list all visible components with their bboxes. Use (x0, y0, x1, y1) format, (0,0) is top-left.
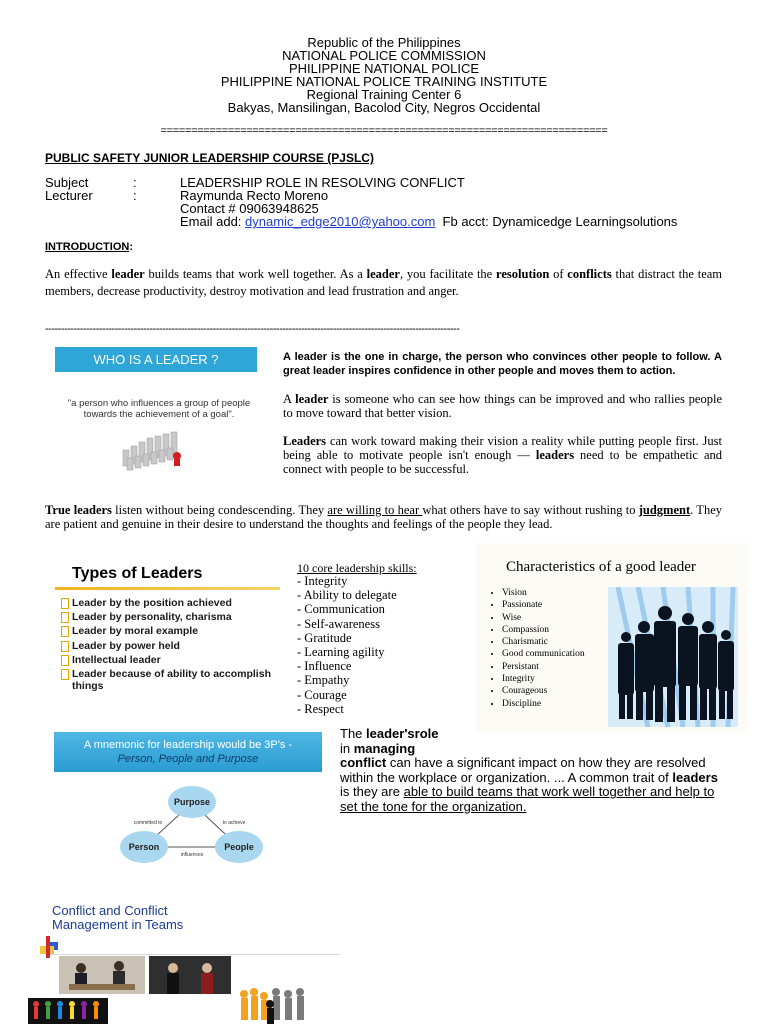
characteristic-item: • Persistant (502, 661, 585, 673)
characteristic-item: • Charismatic (502, 636, 585, 648)
skill-item: - Influence (297, 659, 352, 674)
bullet-box-icon (61, 626, 69, 637)
def-bold-leader: leader (295, 392, 329, 406)
role-underline: able to build teams that work well together and help to set the tone for the organization. (340, 784, 715, 814)
colorful-people-icons (28, 998, 108, 1024)
purpose-label: Purpose (173, 797, 211, 807)
intro-bold-leader: leader (111, 267, 145, 281)
characteristics-image (476, 543, 748, 733)
intro-heading-colon: : (129, 241, 133, 253)
role-bold-leaders: leaders (672, 769, 718, 785)
influences-label: influences (180, 852, 204, 858)
conflict-management-image (28, 890, 318, 1024)
types-list-item (61, 611, 286, 623)
bullet-box-icon (61, 655, 69, 666)
intro-heading (45, 241, 133, 253)
skill-item: - Integrity (297, 574, 348, 588)
role-text: in (340, 740, 354, 756)
skills-list (297, 574, 397, 716)
skill-item: - Empathy (297, 673, 350, 688)
judgment-underline: judgment (638, 503, 691, 517)
business-people-silhouette (608, 587, 738, 727)
contact-value: Contact # 09063948625 (180, 201, 319, 216)
characteristic-item: • Discipline (502, 698, 585, 710)
bullet-box-icon (61, 669, 69, 680)
intro-text: , you facilitate the (399, 267, 497, 281)
def-bold-leaders: leaders (535, 448, 575, 462)
intro-text: of (549, 267, 568, 281)
true-leaders-text: listen without being condescending. They (111, 503, 328, 517)
types-list (61, 597, 286, 694)
mnemonic-banner (54, 732, 322, 772)
skill-item: - Courage (297, 687, 347, 702)
characteristic-item: • Wise (502, 612, 585, 624)
3ps-triangle-diagram (104, 780, 284, 880)
role-text: can have a significant impact on how they are resolved within the workplace or organization. ... A common trait of (340, 755, 706, 785)
role-text: is they are (340, 784, 404, 800)
conflict-title (52, 904, 183, 932)
types-list-label: Intellectual leader (72, 653, 161, 666)
lecturer-value: Raymunda Recto Moreno (180, 188, 329, 203)
who-is-leader-banner: WHO IS A LEADER ? (55, 347, 257, 372)
intro-text: An effective (45, 267, 112, 281)
role-text: The (340, 726, 367, 741)
header-line-rtc: Regional Training Center 6 (306, 87, 462, 102)
header-line-pnpti: PHILIPPINE NATIONAL POLICE TRAINING INSTITUTE (220, 74, 548, 89)
conflict-rule (50, 954, 340, 955)
email-line (180, 215, 677, 228)
true-leaders-paragraph (45, 503, 722, 531)
subject-value: LEADERSHIP ROLE IN RESOLVING CONFLICT (180, 175, 465, 190)
committed-label: committed to (133, 820, 163, 826)
intro-bold-conflicts: conflicts (567, 267, 612, 281)
conflict-photo-1 (59, 956, 145, 994)
types-list-label: Leader because of ability to accomplish things (72, 667, 271, 692)
who-is-leader-image (45, 344, 260, 474)
mnemonic-line2: Person, People and Purpose (117, 753, 259, 765)
characteristic-item: • Integrity (502, 673, 585, 685)
types-list-item (61, 597, 286, 609)
skill-item: - Self-awareness (297, 616, 380, 631)
characteristics-list (476, 587, 585, 710)
intro-paragraph (45, 266, 722, 299)
email-label: Email add: (180, 214, 242, 229)
def-bold-leaders: Leaders (283, 434, 327, 448)
def-text: A (283, 392, 296, 406)
conflict-photo-2 (149, 956, 231, 994)
types-title: Types of Leaders (72, 565, 203, 582)
types-underline-bar (55, 587, 280, 590)
leader-definition-2 (283, 392, 722, 420)
skill-item: - Ability to delegate (297, 588, 397, 603)
types-list-label: Leader by moral example (72, 625, 199, 638)
characteristic-item: • Vision (502, 587, 585, 599)
bullet-box-icon (61, 641, 69, 652)
def-text: can work toward making their vision a reality while putting people first. Just being able to motivate people isn't enough — (283, 434, 722, 462)
characteristic-item: • Good communication (502, 648, 585, 660)
bullet-box-icon (61, 598, 69, 609)
types-list-label: Leader by personality, charisma (72, 611, 232, 624)
people-label: People (224, 842, 254, 852)
skill-item: - Communication (297, 602, 385, 617)
types-list-label: Leader by the position achieved (72, 597, 232, 609)
characteristic-item: • Passionate (502, 599, 585, 611)
skill-item: - Learning agility (297, 645, 385, 660)
true-leaders-text: . They are patient and genuine in their desire to understand the thoughts and feelings of the people they lead. (45, 503, 722, 531)
lecturer-label: Lecturer (45, 188, 93, 203)
types-list-item (61, 668, 286, 692)
types-list-item (61, 654, 286, 666)
types-list-label: Leader by power held (72, 639, 180, 652)
skill-item: - Respect (297, 701, 344, 716)
intro-bold-leader: leader (366, 267, 400, 281)
lecturer-colon: : (133, 188, 137, 203)
types-list-item (61, 625, 286, 637)
header-line-republic: Republic of the Philippines (307, 35, 461, 50)
types-of-leaders-image (45, 560, 290, 700)
intro-bold-resolution: resolution (496, 267, 550, 281)
leader-definition-1: A leader is the one in charge, the person who convinces other people to follow. A great leader inspires confidence in other people and moves them to action. (283, 351, 722, 377)
dashed-divider: ----------------------------------------------------------------------------------------------------------------------------------- (45, 323, 460, 335)
true-leaders-bold: True leaders (45, 503, 112, 517)
person-label: Person (128, 842, 160, 852)
characteristic-item: • Compassion (502, 624, 585, 636)
leader-quote: "a person who influences a group of people towards the achievement of a goal". (67, 398, 251, 420)
intro-heading-text: INTRODUCTION (45, 241, 130, 253)
subject-label: Subject (45, 175, 89, 190)
header-line-pnp: PHILIPPINE NATIONAL POLICE (289, 61, 479, 76)
characteristic-item: • Courageous (502, 685, 585, 697)
def-text: need to be empathetic and connect with people to be successful. (283, 448, 722, 476)
bullet-box-icon (61, 612, 69, 623)
crowd-illustration (236, 984, 312, 1024)
def-text: is someone who can see how things can be improved and who rallies people to move toward that better vision. (283, 392, 722, 420)
intro-text: builds teams that work well together. As a (144, 267, 367, 281)
intro-text: that distract the team members, decrease productivity, destroy motivation and lead frustration and anger. (45, 267, 723, 298)
role-bold-managing: managing (353, 740, 416, 756)
mnemonic-3ps-image (54, 732, 322, 882)
course-title: PUBLIC SAFETY JUNIOR LEADERSHIP COURSE (PJSLC) (45, 151, 374, 165)
header-line-address: Bakyas, Mansilingan, Bacolod City, Negros Occidental (227, 100, 541, 115)
leader-role-paragraph (340, 727, 723, 815)
skill-item: - Gratitude (297, 630, 352, 645)
conflict-title-line1: Conflict and Conflict (52, 903, 168, 918)
achieve-label: to achieve (222, 820, 246, 826)
header-line-napolcom: NATIONAL POLICE COMMISSION (282, 48, 486, 63)
fb-account: Fb acct: Dynamicedge Learningsolutions (442, 214, 678, 229)
conflict-title-line2: Management in Teams (52, 917, 184, 932)
header-separator: ========================================================================= (160, 125, 608, 137)
leader-definition-3 (283, 434, 722, 476)
true-leaders-text: what others have to say without rushing to (422, 503, 639, 517)
characteristics-title: Characteristics of a good leader (506, 559, 696, 575)
role-bold-leaders-role: leader'srole (366, 726, 439, 741)
skills-title: 10 core leadership skills: (297, 561, 417, 575)
mnemonic-line1: A mnemonic for leadership would be 3P's - (83, 739, 293, 751)
email-link[interactable]: dynamic_edge2010@yahoo.com (245, 214, 436, 229)
role-bold-conflict: conflict (340, 755, 387, 771)
subject-colon: : (133, 175, 137, 190)
true-leaders-underline: are willing to hear (327, 503, 423, 517)
types-list-item (61, 640, 286, 652)
chess-pieces-illustration (115, 428, 215, 472)
